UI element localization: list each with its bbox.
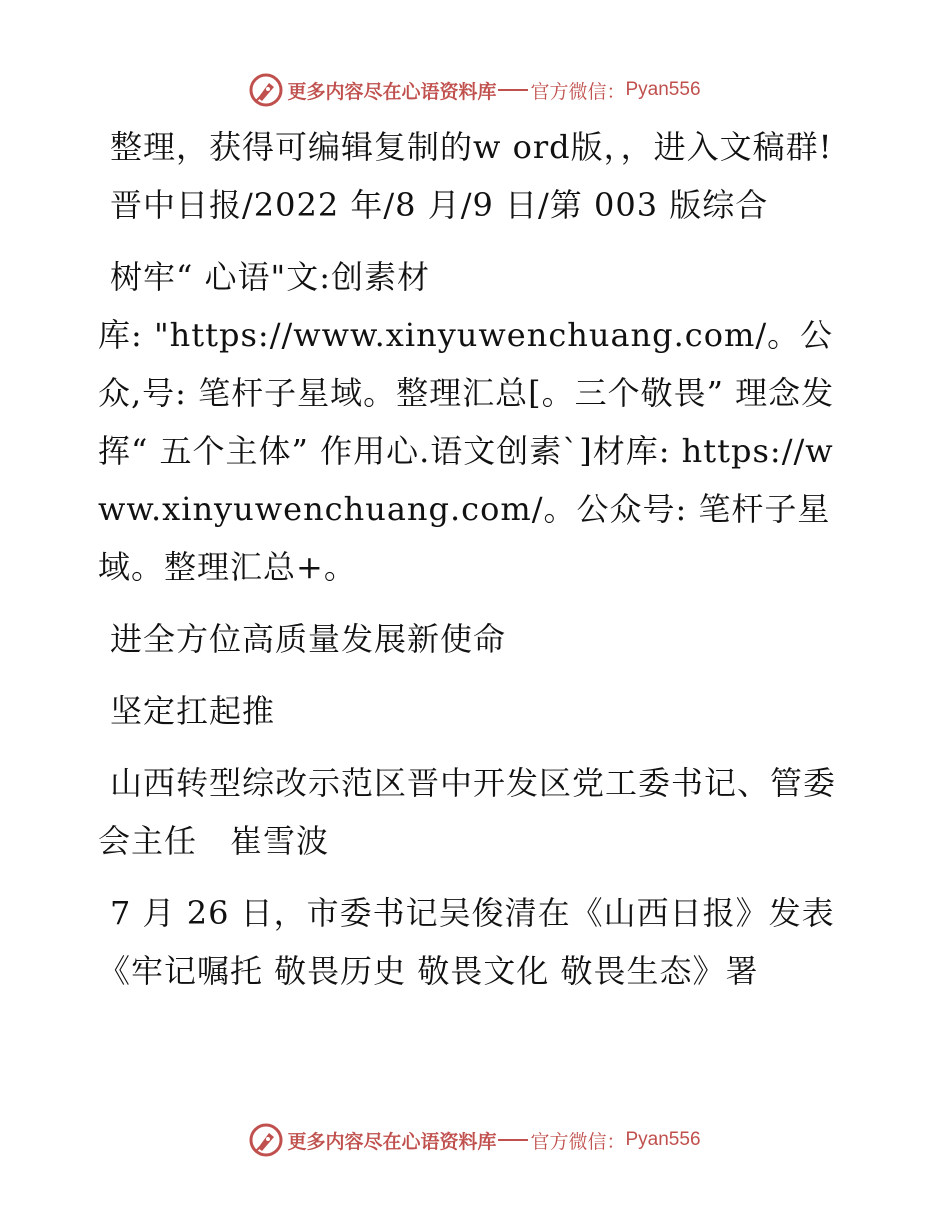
- paragraph-watermark-mixed: 库: "https://www.xinyuwenchuang.com/。公众,号: 笔杆子星域。整理汇总[。三个敬畏” 理念发挥“ 五个主体” 作用心.语文创素`]材库: https://www.xinyuwenchuang.com/。公众号: 笔杆子星域。整理汇总+。: [98, 316, 835, 586]
- footer-banner: [0, 1120, 950, 1160]
- paragraph-author: 山西转型综改示范区晋中开发区党工委书记、管委会主任 崔雪波: [98, 764, 837, 860]
- paragraph-body: 7 月 26 日，市委书记吴俊清在《山西日报》发表《牢记嘱托 敬畏历史 敬畏文化 敬畏生态》署: [98, 894, 835, 990]
- footer-banner-wechat-label: 官方微信：: [530, 1130, 626, 1153]
- footer-banner-dash: [498, 1139, 528, 1141]
- footer-banner-title: 更多内容尽在心语资料库: [287, 1130, 497, 1153]
- header-banner-title: 更多内容尽在心语资料库: [287, 80, 497, 103]
- paragraph-source: 晋中日报/2022 年/8 月/9 日/第 003 版综合: [110, 186, 769, 224]
- paragraph-title-line-2: 坚定扛起推: [110, 692, 276, 730]
- pen-nib-logo-icon: [249, 73, 283, 107]
- document-body: [98, 118, 838, 1014]
- header-banner-wechat-id: Pyan556: [625, 79, 701, 100]
- paragraph-intro: 整理，获得可编辑复制的w ord版，，进入文稿群!: [110, 128, 833, 166]
- paragraph-title-line: 进全方位高质量发展新使命: [110, 620, 507, 658]
- paragraph-title-part: 树牢“ 心语"文:创素材: [110, 258, 431, 296]
- pen-nib-logo-icon: [249, 1123, 283, 1157]
- footer-banner-wechat-id: Pyan556: [625, 1129, 701, 1150]
- header-banner: [0, 70, 950, 110]
- header-banner-dash: [498, 89, 528, 91]
- header-banner-wechat-label: 官方微信：: [530, 80, 626, 103]
